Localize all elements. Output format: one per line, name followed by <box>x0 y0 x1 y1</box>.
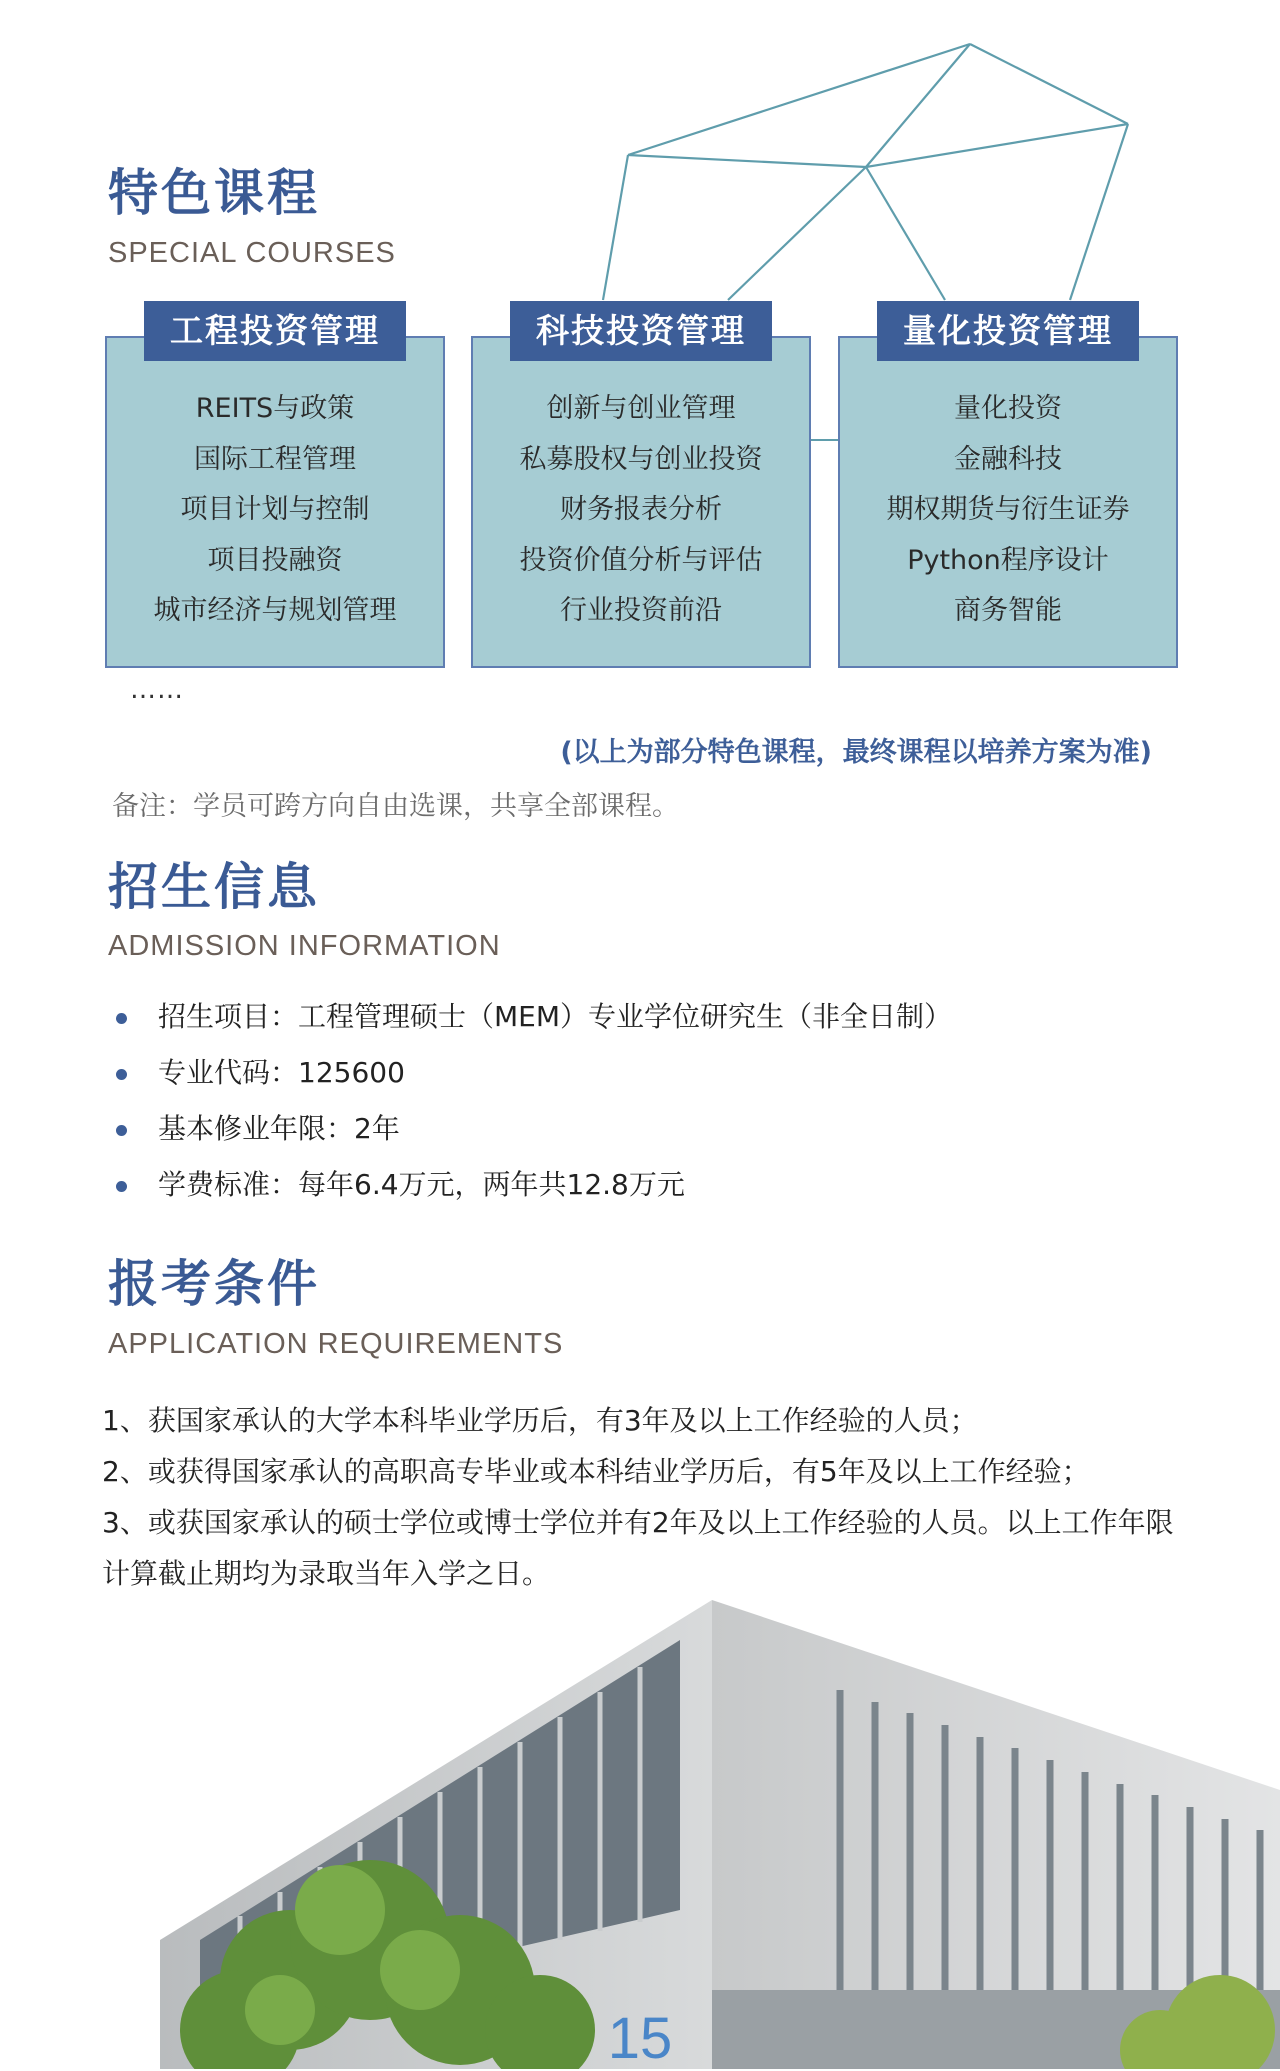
admission-item-text: 招生项目：工程管理硕士（MEM）专业学位研究生（非全日制） <box>158 1000 953 1033</box>
course-box-header: 科技投资管理 <box>510 301 772 361</box>
course-item: 私募股权与创业投资 <box>519 443 763 475</box>
course-item: 项目投融资 <box>207 544 343 576</box>
admission-item <box>112 1056 952 1112</box>
bullet-icon <box>116 1069 127 1080</box>
admission-item-text: 学费标准：每年6.4万元，两年共12.8万元 <box>158 1168 685 1201</box>
course-box-tech-investment <box>471 311 811 668</box>
courses-remark: 备注：学员可跨方向自由选课，共享全部课程。 <box>112 791 679 822</box>
admission-title: 招生信息 <box>108 858 320 916</box>
admission-item-text: 基本修业年限：2年 <box>158 1112 400 1145</box>
page-number: 15 <box>607 2006 673 2071</box>
bullet-icon <box>116 1013 127 1024</box>
requirements-list <box>102 1395 1192 1599</box>
admission-subtitle: ADMISSION INFORMATION <box>108 930 501 962</box>
requirements-subtitle: APPLICATION REQUIREMENTS <box>108 1328 564 1360</box>
bullet-icon <box>116 1125 127 1136</box>
course-list <box>473 384 809 637</box>
course-item: 期权期货与衍生证券 <box>886 494 1130 525</box>
course-item: 项目计划与控制 <box>180 494 370 525</box>
admission-item <box>112 1112 952 1168</box>
course-item: 量化投资 <box>954 393 1062 424</box>
course-item: 金融科技 <box>954 443 1062 475</box>
special-courses-title: 特色课程 <box>108 164 320 222</box>
courses-note: (以上为部分特色课程，最终课程以培养方案为准) <box>560 737 1152 768</box>
admission-item-text: 专业代码：125600 <box>158 1056 405 1089</box>
requirement-item: 1、获国家承认的大学本科毕业学历后，有3年及以上工作经验的人员； <box>102 1404 978 1437</box>
course-box-header: 工程投资管理 <box>144 301 406 361</box>
course-box-engineering-investment <box>105 311 445 668</box>
requirement-item: 2、或获得国家承认的高职高专毕业或本科结业学历后，有5年及以上工作经验； <box>102 1455 1090 1488</box>
special-courses-subtitle: SPECIAL COURSES <box>108 237 396 269</box>
requirement-item: 3、或获国家承认的硕士学位或博士学位并有2年及以上工作经验的人员。以上工作年限计算截止期均为录取当年入学之日。 <box>102 1506 1174 1590</box>
course-item: 投资价值分析与评估 <box>519 544 763 576</box>
course-box-header: 量化投资管理 <box>877 301 1139 361</box>
course-item: Python程序设计 <box>907 544 1109 576</box>
more-courses-ellipsis: …… <box>130 675 184 705</box>
course-item: 创新与创业管理 <box>546 393 736 424</box>
requirements-title: 报考条件 <box>108 1255 320 1313</box>
course-box-quant-investment <box>838 311 1178 668</box>
admission-list <box>112 1000 952 1224</box>
campus-building-illustration <box>160 1580 1280 2069</box>
admission-item <box>112 1168 952 1224</box>
admission-item <box>112 1000 952 1056</box>
course-item: 城市经济与规划管理 <box>153 595 397 626</box>
course-list <box>107 384 443 637</box>
course-item: 国际工程管理 <box>194 443 356 475</box>
course-item: 行业投资前沿 <box>560 595 722 626</box>
course-item: 商务智能 <box>954 595 1062 626</box>
course-item: REITS与政策 <box>195 393 355 424</box>
course-list <box>840 384 1176 637</box>
bullet-icon <box>116 1181 127 1192</box>
course-item: 财务报表分析 <box>560 494 722 525</box>
